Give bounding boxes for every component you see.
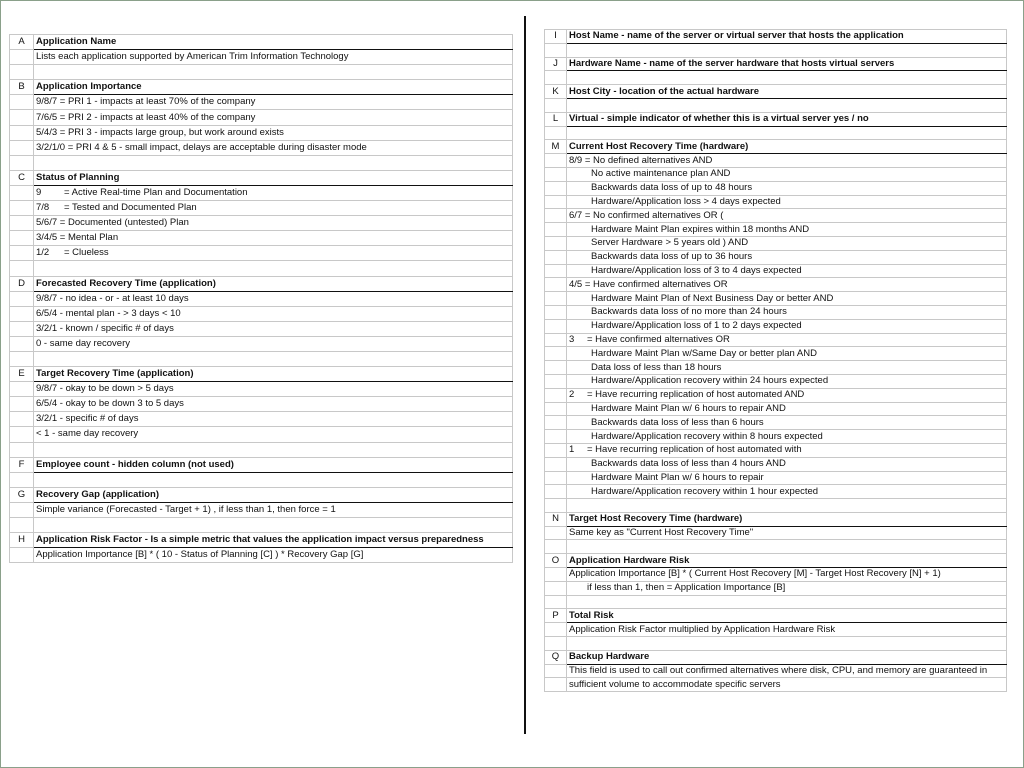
column-key-cell	[10, 185, 34, 200]
column-key-cell	[10, 472, 34, 487]
legend-text: 9/8/7 - no idea - or - at least 10 days	[34, 291, 513, 306]
legend-text: Data loss of less than 18 hours	[567, 361, 1007, 375]
legend-text	[567, 388, 1007, 402]
legend-row	[10, 261, 513, 276]
column-key-cell: O	[545, 554, 567, 568]
legend-row	[10, 382, 513, 397]
column-key-cell: B	[10, 80, 34, 95]
legend-row	[545, 195, 1007, 209]
column-key-cell: G	[10, 487, 34, 502]
legend-row	[10, 95, 513, 110]
column-key-cell	[545, 664, 567, 678]
section-header-row	[545, 554, 1007, 568]
column-key-cell: Q	[545, 650, 567, 664]
legend-text: 9/8/7 - okay to be down > 5 days	[34, 382, 513, 397]
column-key-cell	[545, 361, 567, 375]
legend-text	[34, 246, 513, 261]
legend-text: 4/5 = Have confirmed alternatives OR	[567, 278, 1007, 292]
legend-text: Same key as "Current Host Recovery Time"	[567, 526, 1007, 540]
legend-row	[10, 185, 513, 200]
column-key-cell	[545, 223, 567, 237]
legend-row	[10, 231, 513, 246]
legend-row	[545, 678, 1007, 692]
legend-text: Backwards data loss of up to 48 hours	[567, 181, 1007, 195]
column-key-cell	[10, 382, 34, 397]
column-key-cell	[10, 291, 34, 306]
section-header-row	[545, 650, 1007, 664]
section-title: Application Hardware Risk	[567, 554, 1007, 568]
legend-code: 1/2	[36, 247, 50, 259]
legend-text: 6/5/4 - mental plan - > 3 days < 10	[34, 306, 513, 321]
column-key-cell: L	[545, 112, 567, 126]
blank-cell	[567, 637, 1007, 651]
column-key-cell: N	[545, 512, 567, 526]
blank-cell	[34, 518, 513, 533]
column-key-cell	[10, 261, 34, 276]
legend-row	[545, 154, 1007, 168]
legend-text: This field is used to call out confirmed alternatives where disk, CPU, and memory are guaranteed in	[567, 664, 1007, 678]
column-key-cell	[10, 321, 34, 336]
legend-text	[567, 443, 1007, 457]
legend-text: 0 - same day recovery	[34, 336, 513, 351]
column-key-cell: J	[545, 57, 567, 71]
column-key-cell: I	[545, 30, 567, 44]
legend-row	[545, 236, 1007, 250]
legend-text	[34, 185, 513, 200]
legend-text: Backwards data loss of up to 36 hours	[567, 250, 1007, 264]
blank-cell	[34, 351, 513, 366]
legend-text: Application Importance [B] * ( Current Host Recovery [M] - Target Host Recovery [N] + 1)	[567, 568, 1007, 582]
column-key-cell	[545, 443, 567, 457]
blank-cell	[34, 65, 513, 80]
legend-row	[545, 443, 1007, 457]
legend-row	[10, 502, 513, 517]
section-header-row	[10, 35, 513, 50]
column-key-cell	[10, 412, 34, 427]
legend-text: 5/4/3 = PRI 3 - impacts large group, but work around exists	[34, 125, 513, 140]
legend-row	[545, 457, 1007, 471]
column-key-cell	[545, 278, 567, 292]
section-title: Application Name	[34, 35, 513, 50]
column-key-cell	[545, 264, 567, 278]
blank-cell	[34, 442, 513, 457]
legend-row	[545, 167, 1007, 181]
legend-text	[34, 201, 513, 216]
column-key-cell	[545, 236, 567, 250]
column-key-cell: P	[545, 609, 567, 623]
column-key-cell	[545, 126, 567, 140]
column-key-cell	[545, 154, 567, 168]
blank-cell	[567, 595, 1007, 609]
legend-row	[10, 427, 513, 442]
section-header-row	[10, 457, 513, 472]
legend-text: sufficient volume to accommodate specific servers	[567, 678, 1007, 692]
legend-row	[10, 412, 513, 427]
legend-row	[545, 347, 1007, 361]
column-key-cell	[10, 65, 34, 80]
column-key-cell	[545, 388, 567, 402]
legend-row	[545, 71, 1007, 85]
legend-row	[10, 336, 513, 351]
legend-text: Backwards data loss of less than 6 hours	[567, 416, 1007, 430]
legend-text: Hardware/Application recovery within 24 hours expected	[567, 374, 1007, 388]
legend-row	[10, 50, 513, 65]
section-header-row	[545, 57, 1007, 71]
column-divider	[524, 16, 526, 734]
legend-row	[10, 140, 513, 155]
section-header-row	[10, 170, 513, 185]
column-key-cell	[545, 595, 567, 609]
column-key-cell	[545, 71, 567, 85]
section-title: Current Host Recovery Time (hardware)	[567, 140, 1007, 154]
legend-row	[545, 499, 1007, 513]
blank-cell	[34, 472, 513, 487]
blank-cell	[567, 71, 1007, 85]
column-key-cell	[10, 548, 34, 563]
legend-row	[545, 568, 1007, 582]
legend-row	[545, 526, 1007, 540]
legend-row	[10, 397, 513, 412]
blank-cell	[567, 43, 1007, 57]
legend-description: = Active Real-time Plan and Documentation	[64, 186, 248, 198]
legend-row	[10, 306, 513, 321]
section-header-row	[545, 609, 1007, 623]
legend-row	[545, 471, 1007, 485]
section-header-row	[545, 85, 1007, 99]
column-key-cell	[10, 442, 34, 457]
legend-description: = Have confirmed alternatives OR	[587, 333, 730, 345]
column-key-cell	[545, 526, 567, 540]
right-legend-table	[544, 29, 1007, 692]
section-title: Hardware Name - name of the server hardware that hosts virtual servers	[567, 57, 1007, 71]
legend-row	[545, 305, 1007, 319]
section-title: Host Name - name of the server or virtual server that hosts the application	[567, 30, 1007, 44]
column-key-cell	[545, 678, 567, 692]
legend-row	[545, 637, 1007, 651]
legend-row	[10, 125, 513, 140]
blank-cell	[567, 540, 1007, 554]
legend-code: 3	[569, 333, 575, 345]
legend-row	[10, 291, 513, 306]
column-key-cell: D	[10, 276, 34, 291]
legend-text: 3/2/1 - specific # of days	[34, 412, 513, 427]
legend-text: Hardware/Application loss of 3 to 4 days expected	[567, 264, 1007, 278]
legend-description: = Have recurring replication of host automated AND	[587, 389, 805, 401]
section-title: Host City - location of the actual hardware	[567, 85, 1007, 99]
legend-text: 3/2/1 - known / specific # of days	[34, 321, 513, 336]
legend-row	[545, 278, 1007, 292]
column-key-cell	[545, 623, 567, 637]
column-key-cell	[545, 292, 567, 306]
legend-text: Simple variance (Forecasted - Target + 1) , if less than 1, then force = 1	[34, 502, 513, 517]
column-key-cell	[545, 333, 567, 347]
legend-row	[545, 430, 1007, 444]
legend-row	[545, 292, 1007, 306]
section-header-row	[10, 276, 513, 291]
blank-cell	[34, 261, 513, 276]
legend-row	[10, 246, 513, 261]
legend-text: 6/7 = No confirmed alternatives OR (	[567, 209, 1007, 223]
column-key-cell	[545, 167, 567, 181]
section-title: Target Host Recovery Time (hardware)	[567, 512, 1007, 526]
column-key-cell: K	[545, 85, 567, 99]
legend-row	[545, 540, 1007, 554]
legend-text: 3/4/5 = Mental Plan	[34, 231, 513, 246]
column-key-cell	[10, 518, 34, 533]
column-key-cell: H	[10, 533, 34, 548]
legend-code: 2	[569, 389, 575, 401]
legend-row	[545, 485, 1007, 499]
legend-text: Hardware Maint Plan w/ 6 hours to repair AND	[567, 402, 1007, 416]
legend-description: = Clueless	[64, 247, 109, 259]
legend-text: Hardware Maint Plan w/Same Day or better plan AND	[567, 347, 1007, 361]
legend-row	[10, 351, 513, 366]
legend-row	[545, 223, 1007, 237]
column-key-cell	[10, 216, 34, 231]
legend-row	[545, 623, 1007, 637]
column-key-cell	[10, 246, 34, 261]
legend-row	[545, 98, 1007, 112]
legend-row	[10, 442, 513, 457]
column-key-cell	[545, 402, 567, 416]
section-header-row	[10, 487, 513, 502]
legend-row	[545, 209, 1007, 223]
column-key-cell: C	[10, 170, 34, 185]
blank-cell	[34, 155, 513, 170]
section-title: Forecasted Recovery Time (application)	[34, 276, 513, 291]
section-title: Status of Planning	[34, 170, 513, 185]
section-header-row	[545, 140, 1007, 154]
legend-text: Hardware/Application recovery within 1 hour expected	[567, 485, 1007, 499]
column-key-cell	[10, 125, 34, 140]
legend-text: < 1 - same day recovery	[34, 427, 513, 442]
legend-row	[10, 518, 513, 533]
legend-text: Hardware Maint Plan expires within 18 months AND	[567, 223, 1007, 237]
column-key-cell	[545, 637, 567, 651]
legend-row	[10, 472, 513, 487]
legend-row	[10, 65, 513, 80]
legend-text: Backwards data loss of no more than 24 hours	[567, 305, 1007, 319]
legend-row	[10, 110, 513, 125]
legend-row	[545, 416, 1007, 430]
column-key-cell	[10, 397, 34, 412]
column-key-cell	[545, 471, 567, 485]
column-key-cell	[10, 95, 34, 110]
legend-text	[567, 333, 1007, 347]
column-key-cell	[545, 305, 567, 319]
legend-text: Backwards data loss of less than 4 hours AND	[567, 457, 1007, 471]
column-key-cell	[545, 347, 567, 361]
column-key-cell	[545, 209, 567, 223]
legend-text: 6/5/4 - okay to be down 3 to 5 days	[34, 397, 513, 412]
legend-text: Application Importance [B] * ( 10 - Status of Planning [C] ) * Recovery Gap [G]	[34, 548, 513, 563]
legend-row	[545, 664, 1007, 678]
legend-text: if less than 1, then = Application Importance [B]	[567, 581, 1007, 595]
column-key-cell	[545, 568, 567, 582]
column-key-cell: M	[545, 140, 567, 154]
section-title: Total Risk	[567, 609, 1007, 623]
legend-text: Hardware/Application recovery within 8 hours expected	[567, 430, 1007, 444]
legend-row	[545, 264, 1007, 278]
legend-text: Hardware/Application loss of 1 to 2 days expected	[567, 319, 1007, 333]
legend-text: Hardware Maint Plan w/ 6 hours to repair	[567, 471, 1007, 485]
column-key-cell	[10, 231, 34, 246]
column-key-cell	[545, 195, 567, 209]
section-header-row	[545, 112, 1007, 126]
section-title: Backup Hardware	[567, 650, 1007, 664]
column-key-cell	[10, 336, 34, 351]
legend-text: 3/2/1/0 = PRI 4 & 5 - small impact, delays are acceptable during disaster mode	[34, 140, 513, 155]
legend-text: Application Risk Factor multiplied by Application Hardware Risk	[567, 623, 1007, 637]
column-key-cell	[545, 374, 567, 388]
legend-row	[10, 201, 513, 216]
column-key-cell: E	[10, 367, 34, 382]
column-key-cell	[545, 181, 567, 195]
legend-text: Lists each application supported by American Trim Information Technology	[34, 50, 513, 65]
legend-row	[10, 548, 513, 563]
legend-text: 8/9 = No defined alternatives AND	[567, 154, 1007, 168]
legend-text: No active maintenance plan AND	[567, 167, 1007, 181]
legend-text: 5/6/7 = Documented (untested) Plan	[34, 216, 513, 231]
legend-text: Server Hardware > 5 years old ) AND	[567, 236, 1007, 250]
legend-text: Hardware/Application loss > 4 days expected	[567, 195, 1007, 209]
section-title: Target Recovery Time (application)	[34, 367, 513, 382]
blank-cell	[567, 126, 1007, 140]
column-key-cell	[545, 319, 567, 333]
column-key-cell: F	[10, 457, 34, 472]
legend-row	[545, 388, 1007, 402]
legend-description: = Tested and Documented Plan	[64, 202, 197, 214]
column-key-cell	[10, 201, 34, 216]
column-key-cell	[545, 250, 567, 264]
legend-code: 9	[36, 186, 42, 198]
section-header-row	[10, 533, 513, 548]
column-key-cell	[10, 155, 34, 170]
legend-row	[10, 155, 513, 170]
column-key-cell	[545, 457, 567, 471]
column-key-cell	[545, 540, 567, 554]
legend-row	[545, 374, 1007, 388]
section-title: Employee count - hidden column (not used)	[34, 457, 513, 472]
legend-row	[545, 250, 1007, 264]
legend-row	[545, 581, 1007, 595]
left-legend-table	[9, 34, 513, 563]
column-key-cell	[10, 50, 34, 65]
legend-row	[545, 333, 1007, 347]
legend-text: 9/8/7 = PRI 1 - impacts at least 70% of the company	[34, 95, 513, 110]
column-key-cell	[545, 416, 567, 430]
legend-row	[545, 181, 1007, 195]
legend-row	[545, 319, 1007, 333]
legend-row	[10, 321, 513, 336]
section-title: Virtual - simple indicator of whether this is a virtual server yes / no	[567, 112, 1007, 126]
legend-code: 1	[569, 444, 575, 456]
column-key-cell	[545, 485, 567, 499]
legend-row	[545, 595, 1007, 609]
section-title: Recovery Gap (application)	[34, 487, 513, 502]
section-title: Application Risk Factor - Is a simple metric that values the application impact versus preparedness	[34, 533, 513, 548]
column-key-cell	[10, 110, 34, 125]
legend-text: Hardware Maint Plan of Next Business Day or better AND	[567, 292, 1007, 306]
legend-row	[545, 43, 1007, 57]
column-key-cell: A	[10, 35, 34, 50]
column-key-cell	[10, 306, 34, 321]
legend-row	[545, 361, 1007, 375]
column-key-cell	[545, 43, 567, 57]
legend-description: = Have recurring replication of host automated with	[587, 444, 802, 456]
column-key-cell	[545, 430, 567, 444]
column-key-cell	[10, 351, 34, 366]
column-key-cell	[10, 502, 34, 517]
section-header-row	[545, 512, 1007, 526]
blank-cell	[567, 98, 1007, 112]
column-key-cell	[545, 499, 567, 513]
blank-cell	[567, 499, 1007, 513]
legend-code: 7/8	[36, 202, 50, 214]
legend-row	[10, 216, 513, 231]
section-header-row	[10, 80, 513, 95]
legend-text: 7/6/5 = PRI 2 - impacts at least 40% of the company	[34, 110, 513, 125]
column-key-cell	[545, 98, 567, 112]
section-header-row	[10, 367, 513, 382]
legend-row	[545, 126, 1007, 140]
section-header-row	[545, 30, 1007, 44]
column-key-cell	[545, 581, 567, 595]
column-key-cell	[10, 140, 34, 155]
legend-row	[545, 402, 1007, 416]
column-key-cell	[10, 427, 34, 442]
section-title: Application Importance	[34, 80, 513, 95]
